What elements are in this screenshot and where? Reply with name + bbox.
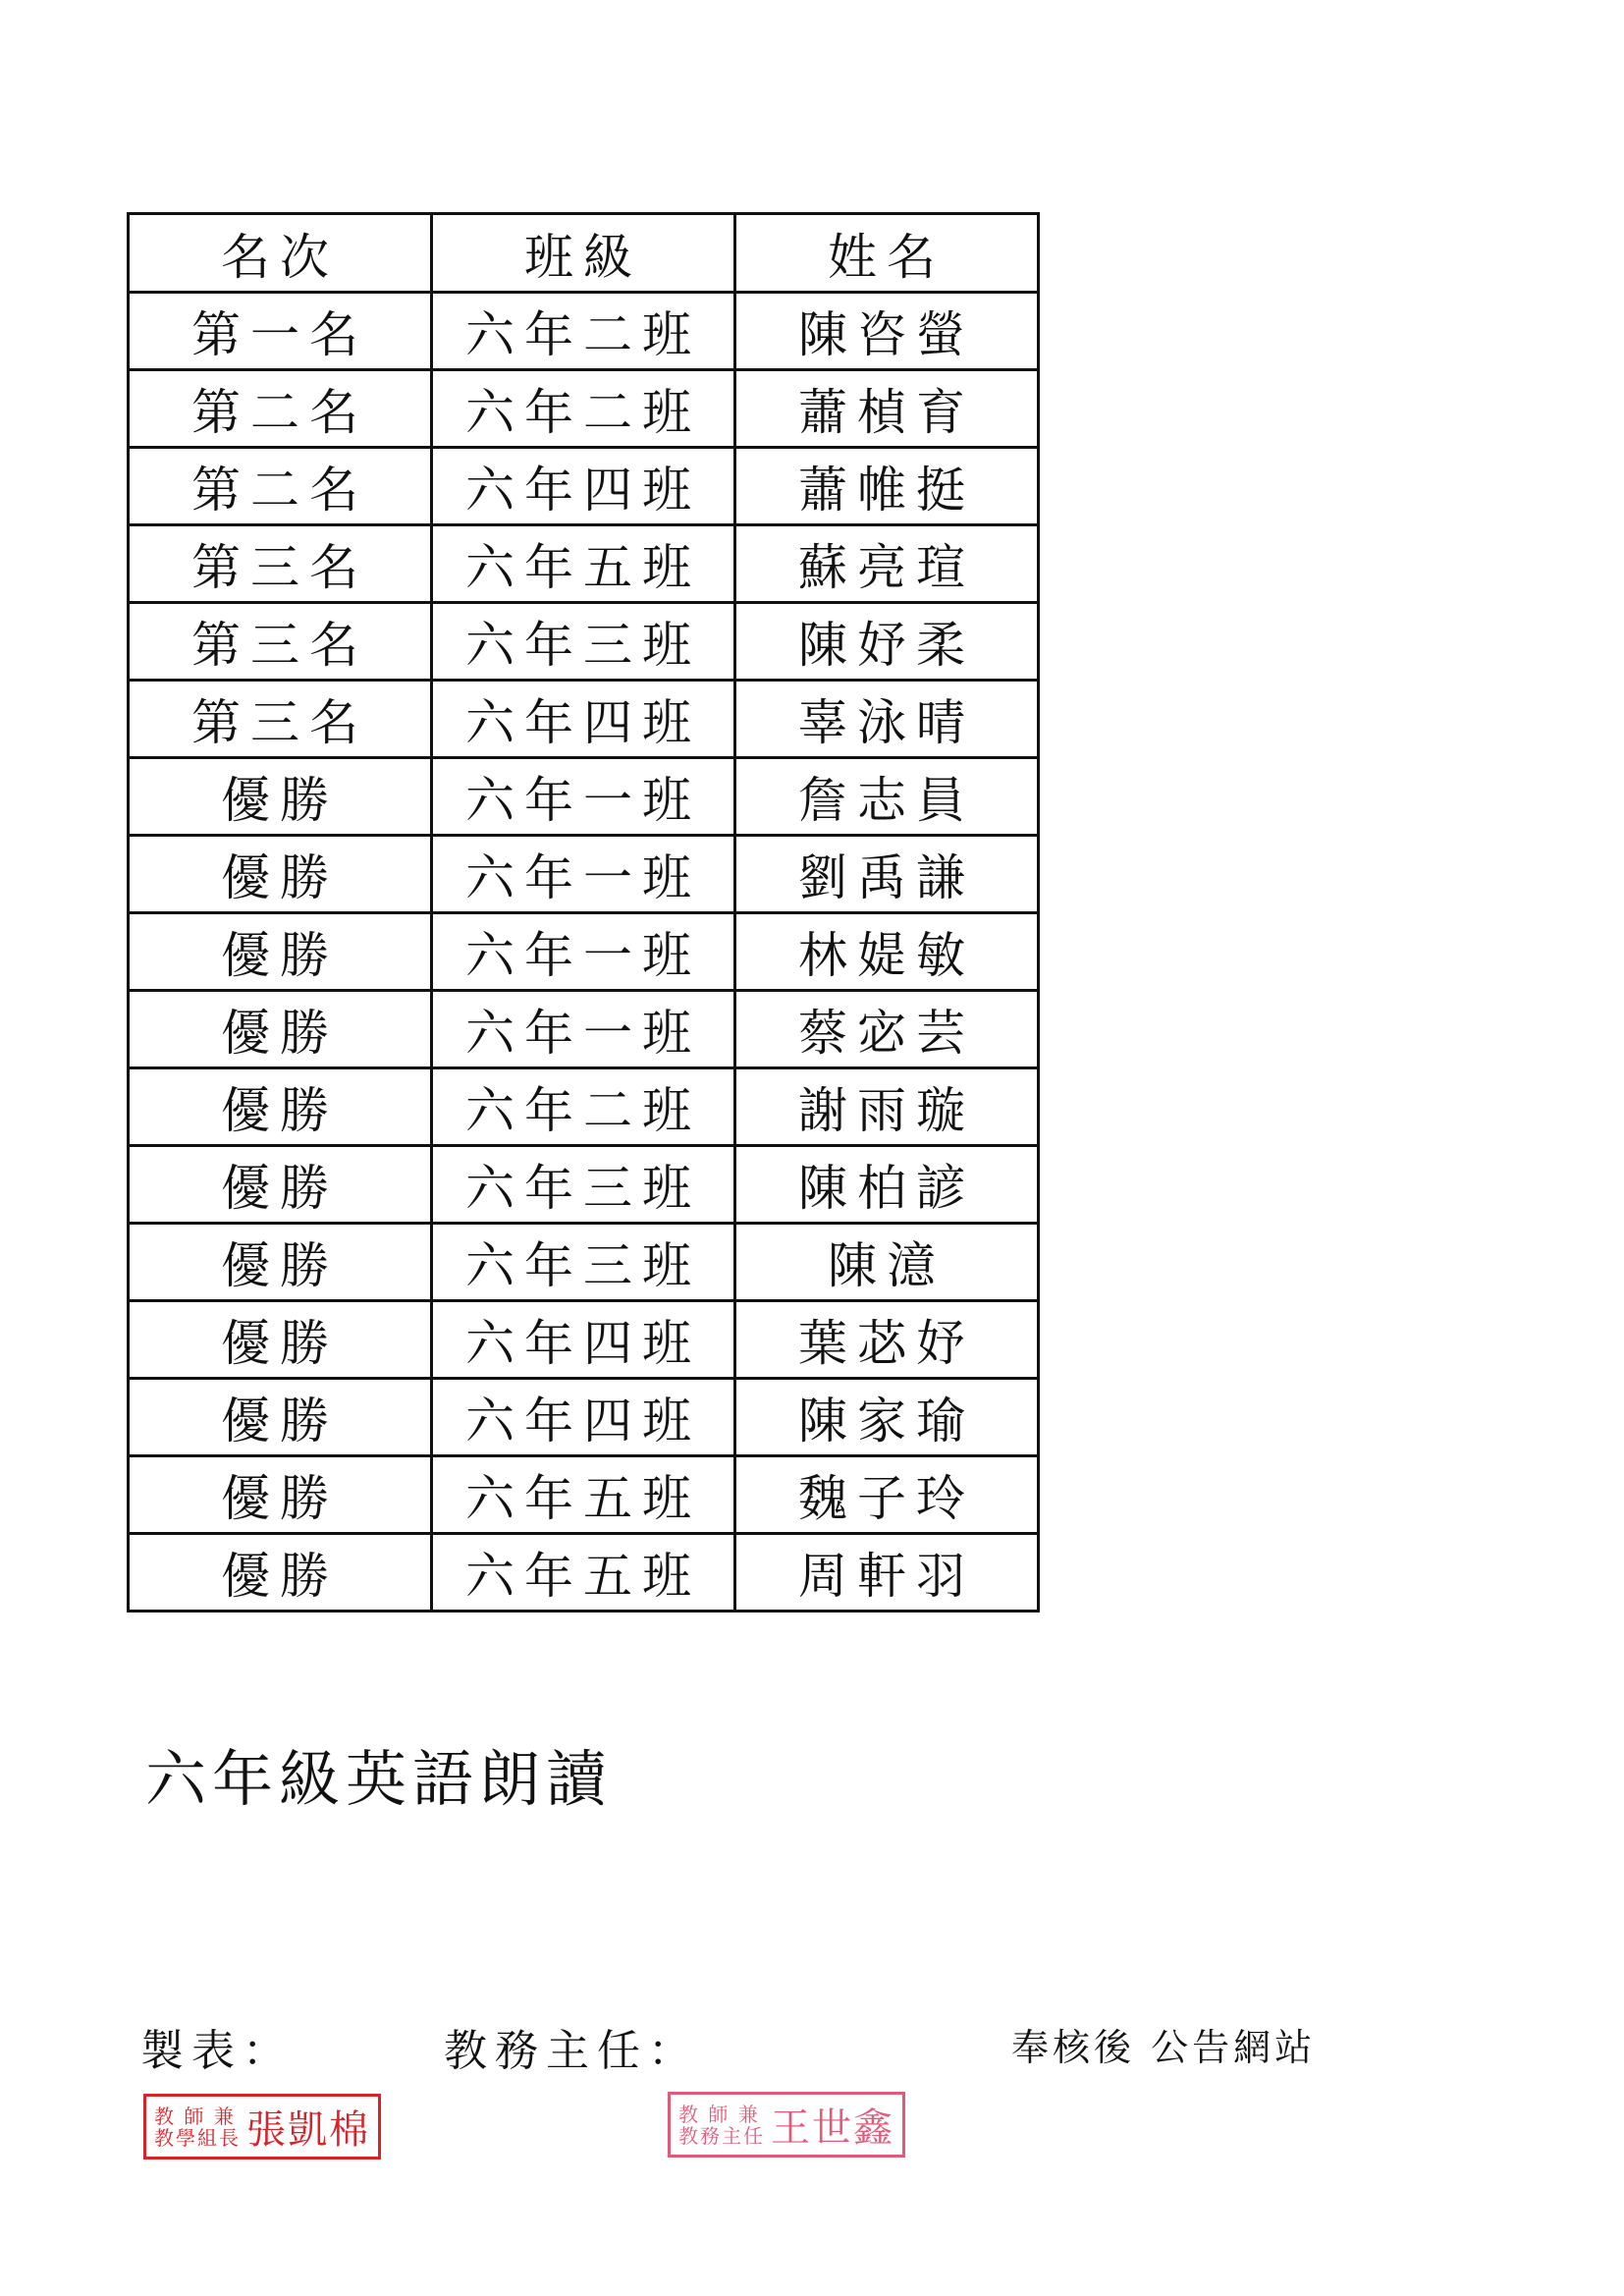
cell-name: 陳澺 <box>735 1224 1039 1301</box>
table-row <box>129 525 1039 603</box>
cell-name: 蔡宓芸 <box>735 991 1039 1068</box>
cell-rank: 優勝 <box>129 1146 432 1224</box>
cell-class: 六年一班 <box>432 913 735 991</box>
cell-name: 陳柏諺 <box>735 1146 1039 1224</box>
cell-name: 蕭楨育 <box>735 370 1039 448</box>
table-row <box>129 913 1039 991</box>
maker-stamp <box>143 2094 381 2159</box>
table-row <box>129 758 1039 836</box>
cell-name: 蘇亮瑄 <box>735 525 1039 603</box>
cell-class: 六年五班 <box>432 525 735 603</box>
director-stamp-line2: 教務主任 <box>678 2123 765 2148</box>
cell-class: 六年三班 <box>432 1146 735 1224</box>
cell-rank: 優勝 <box>129 836 432 913</box>
header-rank: 名次 <box>129 214 432 293</box>
header-class: 班級 <box>432 214 735 293</box>
page-title: 六年級英語朗讀 <box>145 1743 614 1815</box>
cell-name: 蕭帷挺 <box>735 448 1039 525</box>
cell-rank: 優勝 <box>129 991 432 1068</box>
table-row <box>129 448 1039 525</box>
cell-rank: 優勝 <box>129 1534 432 1612</box>
table-row <box>129 370 1039 448</box>
maker-stamp-line2: 教學組長 <box>154 2125 241 2150</box>
maker-stamp-name: 張凱棉 <box>246 2107 370 2153</box>
cell-class: 六年二班 <box>432 1068 735 1146</box>
table-row <box>129 1068 1039 1146</box>
cell-rank: 第三名 <box>129 525 432 603</box>
cell-name: 謝雨璇 <box>735 1068 1039 1146</box>
table-row <box>129 603 1039 681</box>
maker-stamp-line1: 教 師 兼 <box>154 2104 236 2128</box>
table-row <box>129 293 1039 370</box>
cell-class: 六年四班 <box>432 1379 735 1456</box>
cell-class: 六年四班 <box>432 681 735 758</box>
table-row <box>129 991 1039 1068</box>
cell-class: 六年二班 <box>432 293 735 370</box>
publish-notice: 奉核後 公告網站 <box>1011 2026 1317 2069</box>
cell-name: 周軒羽 <box>735 1534 1039 1612</box>
cell-rank: 第二名 <box>129 370 432 448</box>
cell-rank: 優勝 <box>129 1224 432 1301</box>
cell-class: 六年四班 <box>432 1301 735 1379</box>
director-stamp-line1: 教 師 兼 <box>678 2102 760 2126</box>
cell-name: 劉禹謙 <box>735 836 1039 913</box>
cell-name: 陳妤柔 <box>735 603 1039 681</box>
cell-name: 魏子玲 <box>735 1456 1039 1534</box>
director-stamp <box>668 2092 905 2158</box>
director-stamp-name: 王世鑫 <box>771 2105 894 2151</box>
cell-rank: 優勝 <box>129 1379 432 1456</box>
cell-class: 六年五班 <box>432 1456 735 1534</box>
table-body <box>129 293 1039 1612</box>
cell-class: 六年一班 <box>432 836 735 913</box>
cell-class: 六年一班 <box>432 758 735 836</box>
cell-class: 六年四班 <box>432 448 735 525</box>
cell-rank: 優勝 <box>129 913 432 991</box>
table-row <box>129 1456 1039 1534</box>
cell-class: 六年一班 <box>432 991 735 1068</box>
header-name: 姓名 <box>735 214 1039 293</box>
cell-rank: 第一名 <box>129 293 432 370</box>
table-row <box>129 1146 1039 1224</box>
header-row <box>129 214 1039 293</box>
cell-name: 陳咨螢 <box>735 293 1039 370</box>
director-label: 教務主任： <box>444 2026 699 2076</box>
table-row <box>129 1301 1039 1379</box>
table-row <box>129 1224 1039 1301</box>
cell-name: 林媞敏 <box>735 913 1039 991</box>
table-row <box>129 681 1039 758</box>
cell-rank: 優勝 <box>129 1456 432 1534</box>
table-row <box>129 1534 1039 1612</box>
cell-rank: 優勝 <box>129 1068 432 1146</box>
cell-rank: 優勝 <box>129 1301 432 1379</box>
cell-class: 六年五班 <box>432 1534 735 1612</box>
cell-rank: 第三名 <box>129 681 432 758</box>
table-row <box>129 1379 1039 1456</box>
table-row <box>129 836 1039 913</box>
cell-rank: 第二名 <box>129 448 432 525</box>
cell-class: 六年三班 <box>432 603 735 681</box>
maker-label: 製表： <box>140 2026 294 2076</box>
cell-name: 葉苾妤 <box>735 1301 1039 1379</box>
cell-class: 六年二班 <box>432 370 735 448</box>
cell-class: 六年三班 <box>432 1224 735 1301</box>
results-table <box>127 212 1040 1613</box>
cell-name: 辜泳晴 <box>735 681 1039 758</box>
cell-name: 陳家瑜 <box>735 1379 1039 1456</box>
cell-name: 詹志員 <box>735 758 1039 836</box>
cell-rank: 第三名 <box>129 603 432 681</box>
cell-rank: 優勝 <box>129 758 432 836</box>
